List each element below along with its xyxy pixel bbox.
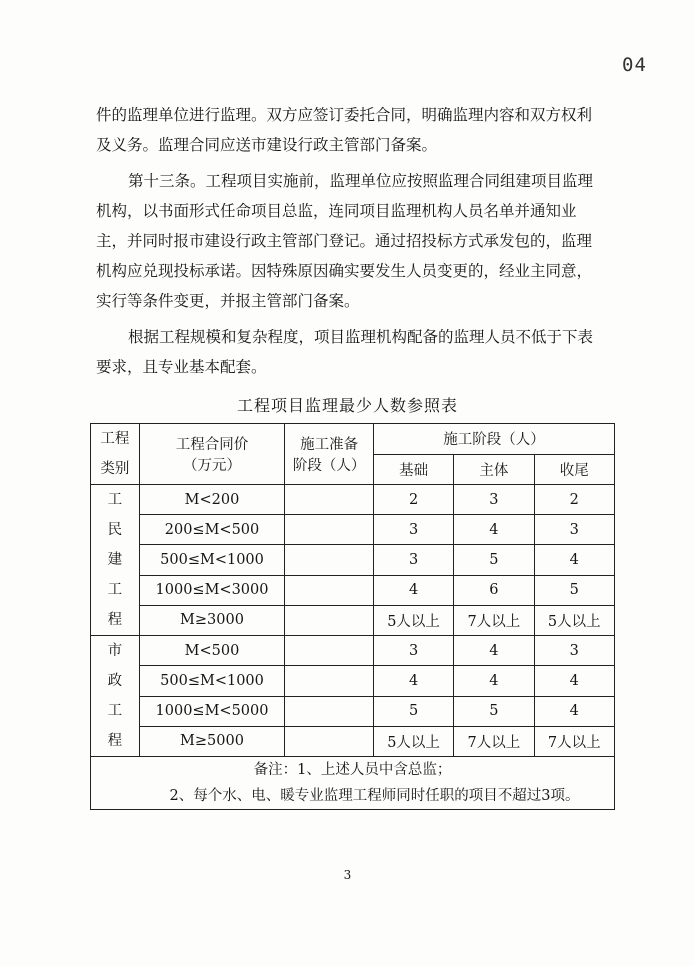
header-category-line1: 工程 <box>100 431 130 447</box>
header-contract-price <box>139 424 285 485</box>
price-cell: 500≤M<1000 <box>139 545 285 575</box>
value-cell: 5人以上 <box>373 726 453 756</box>
value-cell: 3 <box>534 515 614 545</box>
value-cell: 4 <box>534 696 614 726</box>
notes-row <box>91 757 615 810</box>
prep-cell <box>285 666 374 696</box>
page-stamp: 04 <box>622 54 647 76</box>
table-row <box>91 726 615 756</box>
value-cell: 3 <box>534 636 614 666</box>
value-cell: 3 <box>373 545 453 575</box>
category-cell-civil: 工 民 建 工 程 <box>91 485 140 636</box>
header-finishing: 收尾 <box>534 454 614 485</box>
value-cell: 7人以上 <box>534 726 614 756</box>
paragraph-contract: 件的监理单位进行监理。双方应签订委托合同，明确监理内容和双方权利及义务。监理合同应送市建设行政主管部门备案。 <box>96 106 593 154</box>
notes-cell <box>91 757 615 810</box>
page-number: 3 <box>343 868 352 882</box>
value-cell: 3 <box>454 485 534 515</box>
prep-cell <box>285 575 374 605</box>
price-cell: 200≤M<500 <box>139 515 285 545</box>
value-cell: 6 <box>454 575 534 605</box>
value-cell: 4 <box>373 666 453 696</box>
header-construction-stage: 施工阶段（人） <box>373 424 614 455</box>
value-cell: 4 <box>534 666 614 696</box>
header-price-line2: （万元） <box>183 458 241 474</box>
value-cell: 3 <box>373 636 453 666</box>
value-cell: 5 <box>454 696 534 726</box>
price-cell: M≥5000 <box>139 726 285 756</box>
price-cell: 1000≤M<5000 <box>139 696 285 726</box>
value-cell: 3 <box>373 515 453 545</box>
prep-cell <box>285 605 374 635</box>
value-cell: 5 <box>534 575 614 605</box>
prep-cell <box>285 636 374 666</box>
category-cell-municipal: 市 政 工 程 <box>91 636 140 757</box>
header-price-line1: 工程合同价 <box>175 437 249 453</box>
header-prep-line2: 阶段（人） <box>292 458 366 474</box>
paragraph-article-13: 第十三条。工程项目实施前，监理单位应按照监理合同组建项目监理机构，以书面形式任命项目总监，连同项目监理机构人员名单并通知业主，并同时报市建设行政主管部门登记。通过招投标方式承发包的，监理机构应兑现投标承诺。因特殊原因确实要发生人员变更的，经业主同意，实行等条件变更，并报主管部门备案。 <box>96 172 594 310</box>
price-cell: 500≤M<1000 <box>139 666 285 696</box>
note-item: 1、上述人员中含总监； <box>297 762 452 778</box>
value-cell: 2 <box>373 485 453 515</box>
table-header-row-1 <box>91 424 615 455</box>
value-cell: 5 <box>373 696 453 726</box>
table-row <box>91 575 615 605</box>
value-cell: 4 <box>373 575 453 605</box>
table-row <box>91 636 615 666</box>
value-cell: 7人以上 <box>454 726 534 756</box>
table-row <box>91 485 615 515</box>
staffing-reference-table <box>90 423 615 810</box>
prep-cell <box>285 545 374 575</box>
notes-label: 备注： <box>253 762 298 778</box>
value-cell: 4 <box>454 515 534 545</box>
paragraph-staffing: 根据工程规模和复杂程度，项目监理机构配备的监理人员不低于下表要求，且专业基本配套。 <box>96 328 594 376</box>
prep-cell <box>285 696 374 726</box>
value-cell: 5人以上 <box>373 605 453 635</box>
value-cell: 7人以上 <box>454 605 534 635</box>
price-cell: M≥3000 <box>139 605 285 635</box>
price-cell: 1000≤M<3000 <box>139 575 285 605</box>
prep-cell <box>285 485 374 515</box>
table-row <box>91 545 615 575</box>
table-title: 工程项目监理最少人数参照表 <box>236 396 458 415</box>
table-row <box>91 605 615 635</box>
value-cell: 4 <box>454 636 534 666</box>
value-cell: 5人以上 <box>534 605 614 635</box>
note-item: 2、每个水、电、暖专业监理工程师同时任职的项目不超过3项。 <box>169 788 580 804</box>
prep-cell <box>285 726 374 756</box>
header-foundation: 基础 <box>373 454 453 485</box>
table-row <box>91 696 615 726</box>
note-line-1 <box>91 757 614 783</box>
value-cell: 5 <box>454 545 534 575</box>
table-row <box>91 666 615 696</box>
price-cell: M<200 <box>139 485 285 515</box>
value-cell: 2 <box>534 485 614 515</box>
table-row <box>91 515 615 545</box>
price-cell: M<500 <box>139 636 285 666</box>
prep-cell <box>285 515 374 545</box>
header-prep-line1: 施工准备 <box>300 437 359 453</box>
value-cell: 4 <box>454 666 534 696</box>
header-category <box>91 424 140 485</box>
header-category-line2: 类别 <box>100 461 130 477</box>
value-cell: 4 <box>534 545 614 575</box>
header-main-structure: 主体 <box>454 454 534 485</box>
header-prep-stage <box>285 424 374 485</box>
